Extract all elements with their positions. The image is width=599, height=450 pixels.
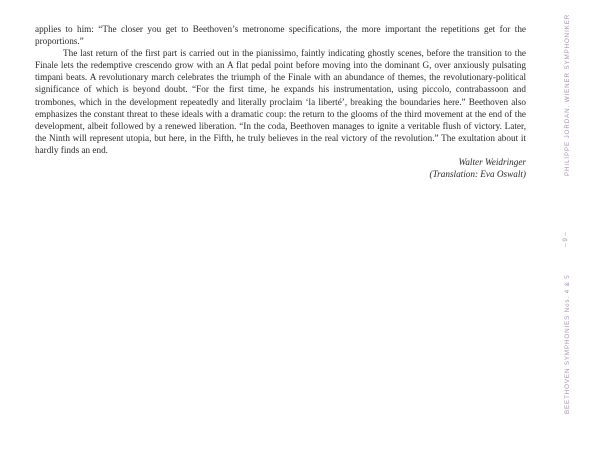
main-text [35,23,526,180]
translation-credit: (Translation: Eva Oswalt) [429,169,526,180]
author-credit: Walter Weidringer [458,157,526,168]
page-number: – 9 – [562,232,569,247]
running-header-performers: PHILIPPE JORDAN, WIENER SYMPHONIKER [564,13,571,176]
paragraph-continuation: applies to him: “The closer you get to Beethoven’s metronome specifications, the more important the repetitions get for the proportions.” [35,24,526,47]
paragraph-finale: The last return of the first part is carried out in the pianissimo, faintly indicating ghostly scenes, before the transition to the Finale lets the redemptive crescendo grow with an A flat pedal point before moving into the dominant G, over anxiously pulsating timpani beats. A revolutionary march celebrates the triumph of the Finale with an abundance of themes, the revolutionary-political significance of which is beyond doubt. “For the first time, he expands his instrumentation, using piccolo, contrabassoon and trombones, which in the development repeatedly and literally proclaim ‘la liberté’, breaking the boundaries here.” Beethoven also emphasizes the constant threat to these ideals with a dramatic coup: the return to the glooms of the third movement at the end of the development, albeit followed by a renewed liberation. “In the coda, Beethoven manages to ignite a veritable flush of victory. Later, the Ninth will represent utopia, but here, in the Fifth, he truly believes in the real victory of the revolution.” The exultation about it hardly finds an end. [35,48,526,155]
running-header-title: BEETHOVEN SYMPHONIES Nos. 4 & 5 [564,274,571,414]
